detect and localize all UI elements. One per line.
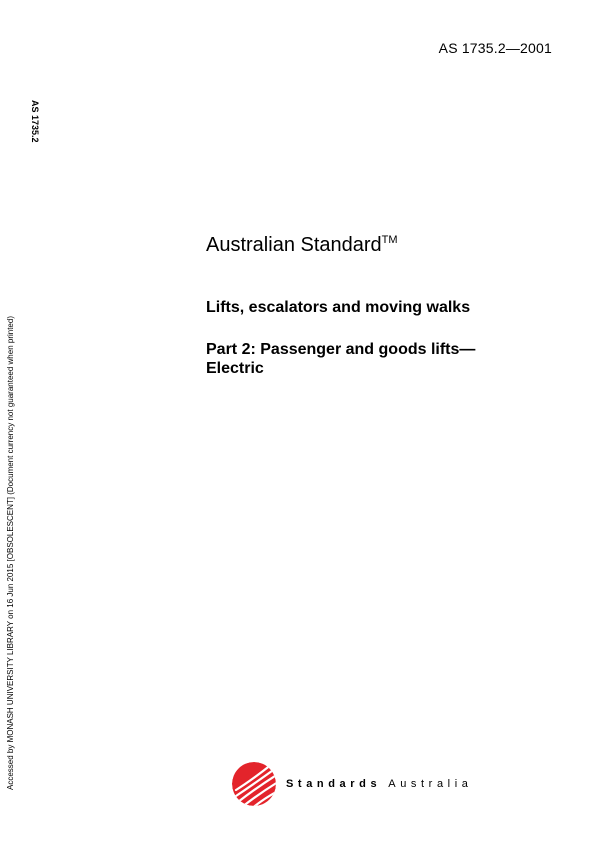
publisher-logo-block — [230, 760, 472, 808]
publisher-name-regular: Australia — [388, 778, 473, 790]
series-title — [206, 234, 566, 257]
document-number: AS 1735.2—2001 — [438, 40, 552, 56]
trademark-symbol: TM — [381, 234, 398, 246]
access-watermark: Accessed by MONASH UNIVERSITY LIBRARY on 16 Jun 2015 [OBSOLESCENT] (Document currency not guaranteed when printed) — [6, 316, 15, 790]
title-block — [206, 234, 566, 378]
standards-australia-logo-icon — [230, 760, 278, 808]
spine-label: AS 1735.2 — [30, 100, 40, 143]
publisher-name — [286, 778, 472, 790]
part-title-line-2: Electric — [206, 360, 264, 377]
publisher-name-bold: Standards — [286, 778, 382, 790]
part-title — [206, 340, 526, 378]
series-title-text: Australian Standard — [206, 234, 382, 256]
part-title-line-1: Part 2: Passenger and goods lifts— — [206, 341, 476, 358]
standard-title: Lifts, escalators and moving walks — [206, 299, 471, 316]
